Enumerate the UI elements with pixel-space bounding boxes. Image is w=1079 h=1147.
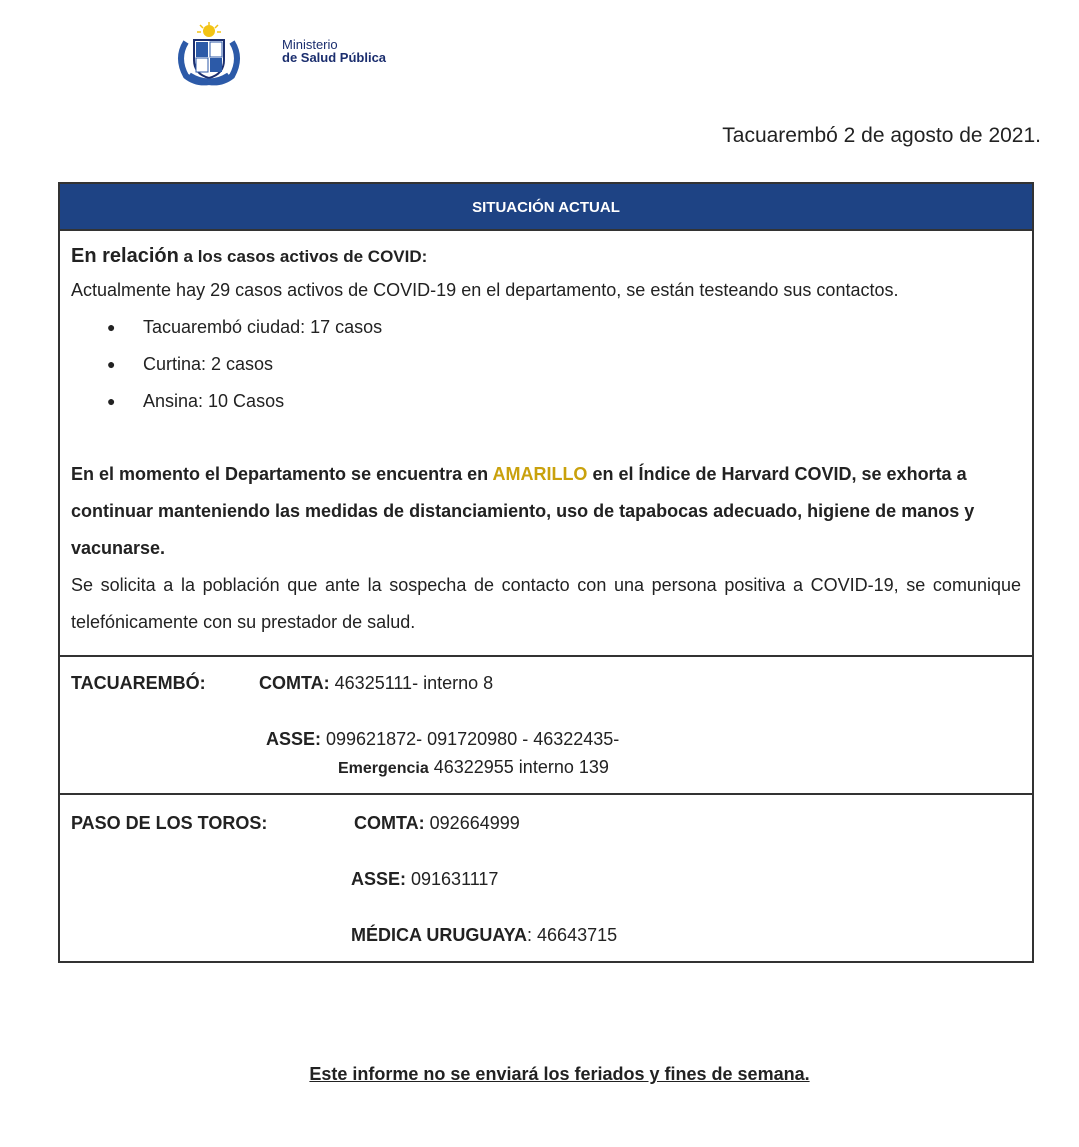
emergencia-value: 46322955 interno 139	[428, 757, 609, 777]
harvard-post: en el Índice de Harvard COVID, se exhorta a continuar manteniendo las medidas de distanciamiento, uso de tapabocas adecuado, higiene de manos y vacunarse.	[71, 464, 975, 558]
report-date: Tacuarembó 2 de agosto de 2021.	[722, 124, 1041, 147]
harvard-index-paragraph	[71, 456, 1021, 567]
medica-value: : 46643715	[527, 925, 618, 945]
paso-de-los-toros-contacts	[60, 795, 1032, 961]
tacuarembo-emergencia	[338, 757, 609, 778]
tacuarembo-label: TACUAREMBÓ:	[71, 673, 206, 693]
ministry-line1: Ministerio	[282, 37, 338, 52]
cases-list	[71, 309, 1021, 420]
ministry-line2: de Salud Pública	[282, 50, 387, 65]
situation-section	[60, 231, 1032, 657]
comta-label: COMTA:	[354, 813, 425, 833]
ministry-name	[282, 38, 386, 64]
footer-note: Este informe no se enviará los feriados y fines de semana.	[309, 1064, 810, 1084]
situation-header: SITUACIÓN ACTUAL	[60, 184, 1032, 231]
tacuarembo-comta	[259, 673, 493, 694]
paso-medica	[351, 925, 617, 946]
harvard-pre: En el momento el Departamento se encuentra en	[71, 464, 493, 484]
emergencia-label: Emergencia	[338, 760, 429, 777]
asse-label: ASSE:	[266, 729, 322, 749]
active-cases-intro: Actualmente hay 29 casos activos de COVID-19 en el departamento, se están testeando sus contactos.	[71, 280, 899, 300]
tacuarembo-contacts	[60, 657, 1032, 795]
paso-comta	[354, 813, 520, 834]
medica-label: MÉDICA URUGUAYA	[351, 925, 528, 945]
contact-request-paragraph: Se solicita a la población que ante la sospecha de contacto con una persona positiva a COVID-19, se comunique telefónicamente con su prestador de salud.	[71, 575, 1021, 632]
tacuarembo-asse	[266, 729, 619, 750]
comta-label: COMTA:	[259, 673, 330, 693]
comta-value: 092664999	[424, 813, 520, 833]
situation-table	[58, 182, 1034, 963]
list-item: ● Curtina: 2 casos	[107, 346, 1021, 383]
comta-value: 46325111- interno 8	[329, 673, 494, 693]
heading-big: En relación	[71, 245, 179, 267]
asse-label: ASSE:	[351, 869, 407, 889]
list-item: ● Tacuarembó ciudad: 17 casos	[107, 309, 1021, 346]
heading-rest: a los casos activos de COVID:	[178, 247, 428, 266]
active-cases-heading	[71, 245, 1021, 268]
harvard-color-status: AMARILLO	[492, 464, 588, 484]
list-item: ● Ansina: 10 Casos	[107, 383, 1021, 420]
asse-value: 099621872- 091720980 - 46322435-	[321, 729, 620, 749]
paso-label: PASO DE LOS TOROS:	[71, 813, 268, 833]
asse-value: 091631117	[406, 869, 499, 889]
paso-asse	[351, 869, 498, 890]
uruguay-coat-of-arms-icon	[172, 22, 246, 86]
ministry-logo	[172, 22, 452, 86]
